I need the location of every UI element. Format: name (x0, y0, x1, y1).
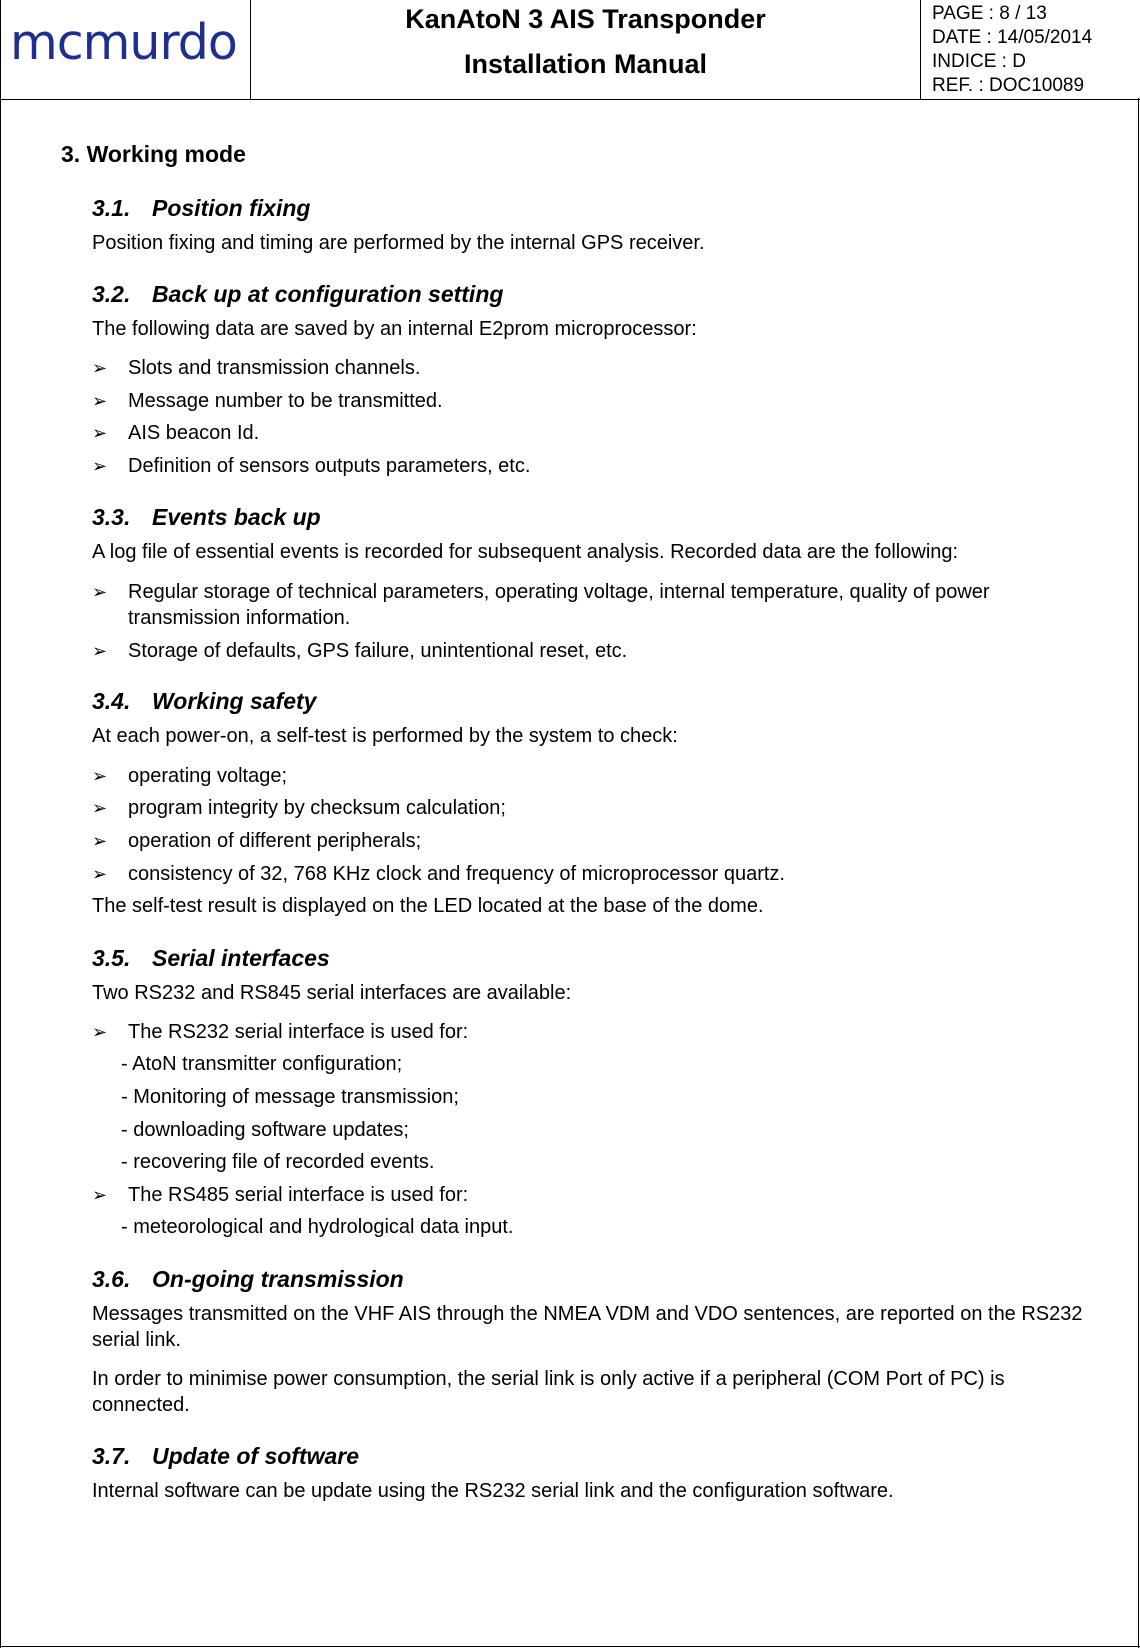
arrow-bullet-icon: ➢ (92, 1185, 108, 1205)
heading-number: 3.7. (92, 1443, 131, 1469)
heading-number: 3.6. (92, 1266, 131, 1292)
page-border-right (1138, 98, 1139, 1648)
paragraph: At each power-on, a self-test is performed by the system to check: (92, 725, 678, 747)
paragraph: The self-test result is displayed on the LED located at the base of the dome. (92, 895, 764, 917)
arrow-bullet-icon: ➢ (92, 831, 108, 851)
arrow-bullet-icon: ➢ (92, 1022, 108, 1042)
arrow-bullet-icon: ➢ (92, 456, 108, 476)
sub-list-item: - downloading software updates; (121, 1119, 409, 1141)
document-indice: INDICE : D (932, 51, 1026, 72)
paragraph: Internal software can be update using the RS232 serial link and the configuration software. (92, 1480, 894, 1502)
heading-title: On-going transmission (152, 1266, 404, 1292)
paragraph: A log file of essential events is recorded for subsequent analysis. Recorded data are the following: (92, 541, 959, 563)
page-border-bottom (0, 1646, 1140, 1647)
document-header (0, 0, 1140, 100)
arrow-bullet-icon: ➢ (92, 641, 108, 661)
paragraph: The following data are saved by an internal E2prom microprocessor: (92, 318, 697, 340)
heading-3-5 (92, 945, 330, 972)
document-ref: REF. : DOC10089 (932, 75, 1085, 96)
arrow-bullet-icon: ➢ (92, 423, 108, 443)
heading-3-4 (92, 688, 316, 715)
paragraph: Position fixing and timing are performed by the internal GPS receiver. (92, 232, 705, 254)
heading-3-1 (92, 195, 310, 222)
document-title: KanAtoN 3 AIS Transponder (405, 4, 766, 34)
page-number: PAGE : 8 / 13 (932, 3, 1047, 24)
heading-number: 3.3. (92, 504, 131, 530)
arrow-bullet-icon: ➢ (92, 766, 108, 786)
arrow-bullet-icon: ➢ (92, 798, 108, 818)
heading-number: 3.2. (92, 281, 131, 307)
heading-number: 3.4. (92, 688, 131, 714)
document-subtitle: Installation Manual (463, 49, 708, 79)
paragraph: Two RS232 and RS845 serial interfaces are available: (92, 982, 572, 1004)
sub-list-item: - AtoN transmitter configuration; (121, 1053, 403, 1075)
paragraph: Messages transmitted on the VHF AIS through the NMEA VDM and VDO sentences, are reported on the RS232 serial link. (92, 1303, 1083, 1351)
page-border-left (0, 0, 1, 1648)
sub-list-item: - meteorological and hydrological data input. (121, 1216, 514, 1238)
heading-title: Back up at configuration setting (152, 281, 504, 307)
sub-list-item: - Monitoring of message transmission; (121, 1086, 459, 1108)
heading-3-7 (92, 1443, 359, 1470)
heading-title: Position fixing (152, 195, 311, 221)
logo-cell (0, 0, 251, 99)
section-heading (61, 141, 246, 168)
heading-title: Working safety (152, 688, 317, 714)
mcmurdo-logo: mcmurdo (10, 14, 237, 71)
arrow-bullet-icon: ➢ (92, 391, 108, 411)
sub-list-item: - recovering file of recorded events. (121, 1151, 435, 1173)
document-date: DATE : 14/05/2014 (932, 27, 1093, 48)
arrow-bullet-icon: ➢ (92, 582, 108, 602)
heading-title: Events back up (152, 504, 321, 530)
section-title: Working mode (86, 141, 246, 167)
heading-3-3 (92, 504, 321, 531)
section-number: 3. (61, 141, 81, 167)
arrow-bullet-icon: ➢ (92, 358, 108, 378)
heading-number: 3.5. (92, 945, 131, 971)
heading-title: Update of software (152, 1443, 360, 1469)
paragraph: In order to minimise power consumption, the serial link is only active if a peripheral (COM Port of PC) is connected. (92, 1368, 1005, 1416)
title-cell (251, 0, 921, 99)
heading-3-6 (92, 1266, 404, 1293)
heading-3-2 (92, 281, 503, 308)
meta-cell (921, 0, 1140, 99)
heading-title: Serial interfaces (152, 945, 330, 971)
arrow-bullet-icon: ➢ (92, 864, 108, 884)
heading-number: 3.1. (92, 195, 131, 221)
